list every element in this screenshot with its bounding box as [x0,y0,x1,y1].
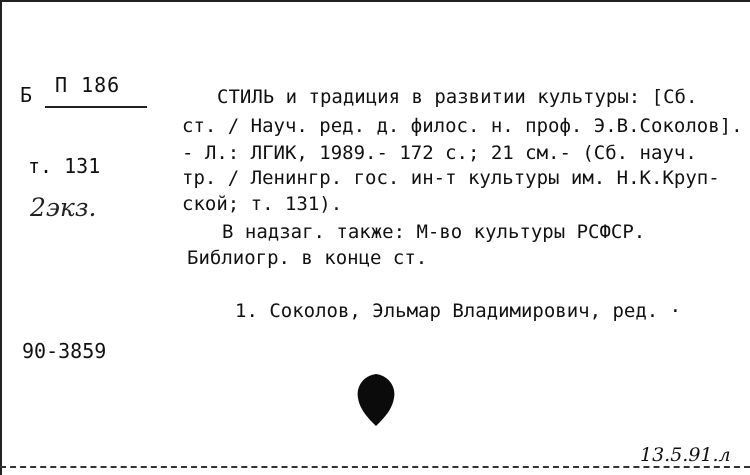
volume-number: т. 131 [28,154,101,178]
shelf-mark: П 186 [55,73,121,97]
description-line-1: СТИЛЬ и традиция в развитии культуры: [Сб. [217,86,698,108]
note-line-2: Библиогр. в конце ст. [187,247,428,269]
description-line-3: - Л.: ЛГИК, 1989.- 172 с.; 21 см.- (Сб. науч. [182,142,697,164]
note-line-1: В надзаг. также: М-во культуры РСФСР. [222,221,646,243]
shelf-mark-underline [45,106,147,108]
description-line-5: ской; т. 131). [182,193,343,215]
card-left-edge [0,0,2,475]
order-number: 90-3859 [22,339,107,363]
description-line-4: тр. / Ленингр. гос. ин-т культуры им. Н.К.Круп- [182,167,720,189]
description-line-2: ст. / Науч. ред. д. филос. н. проф. Э.В.Соколов]. [182,115,743,137]
class-letter: Б [20,83,33,107]
copies-handwritten: 2экз. [30,193,97,222]
punch-hole-icon [352,372,400,428]
date-handwritten: 13.5.91.л [640,444,731,466]
card-bottom-edge [0,466,750,468]
card-top-edge [0,0,750,2]
tracing-entry: 1. Соколов, Эльмар Владимирович, ред. · [235,300,682,322]
